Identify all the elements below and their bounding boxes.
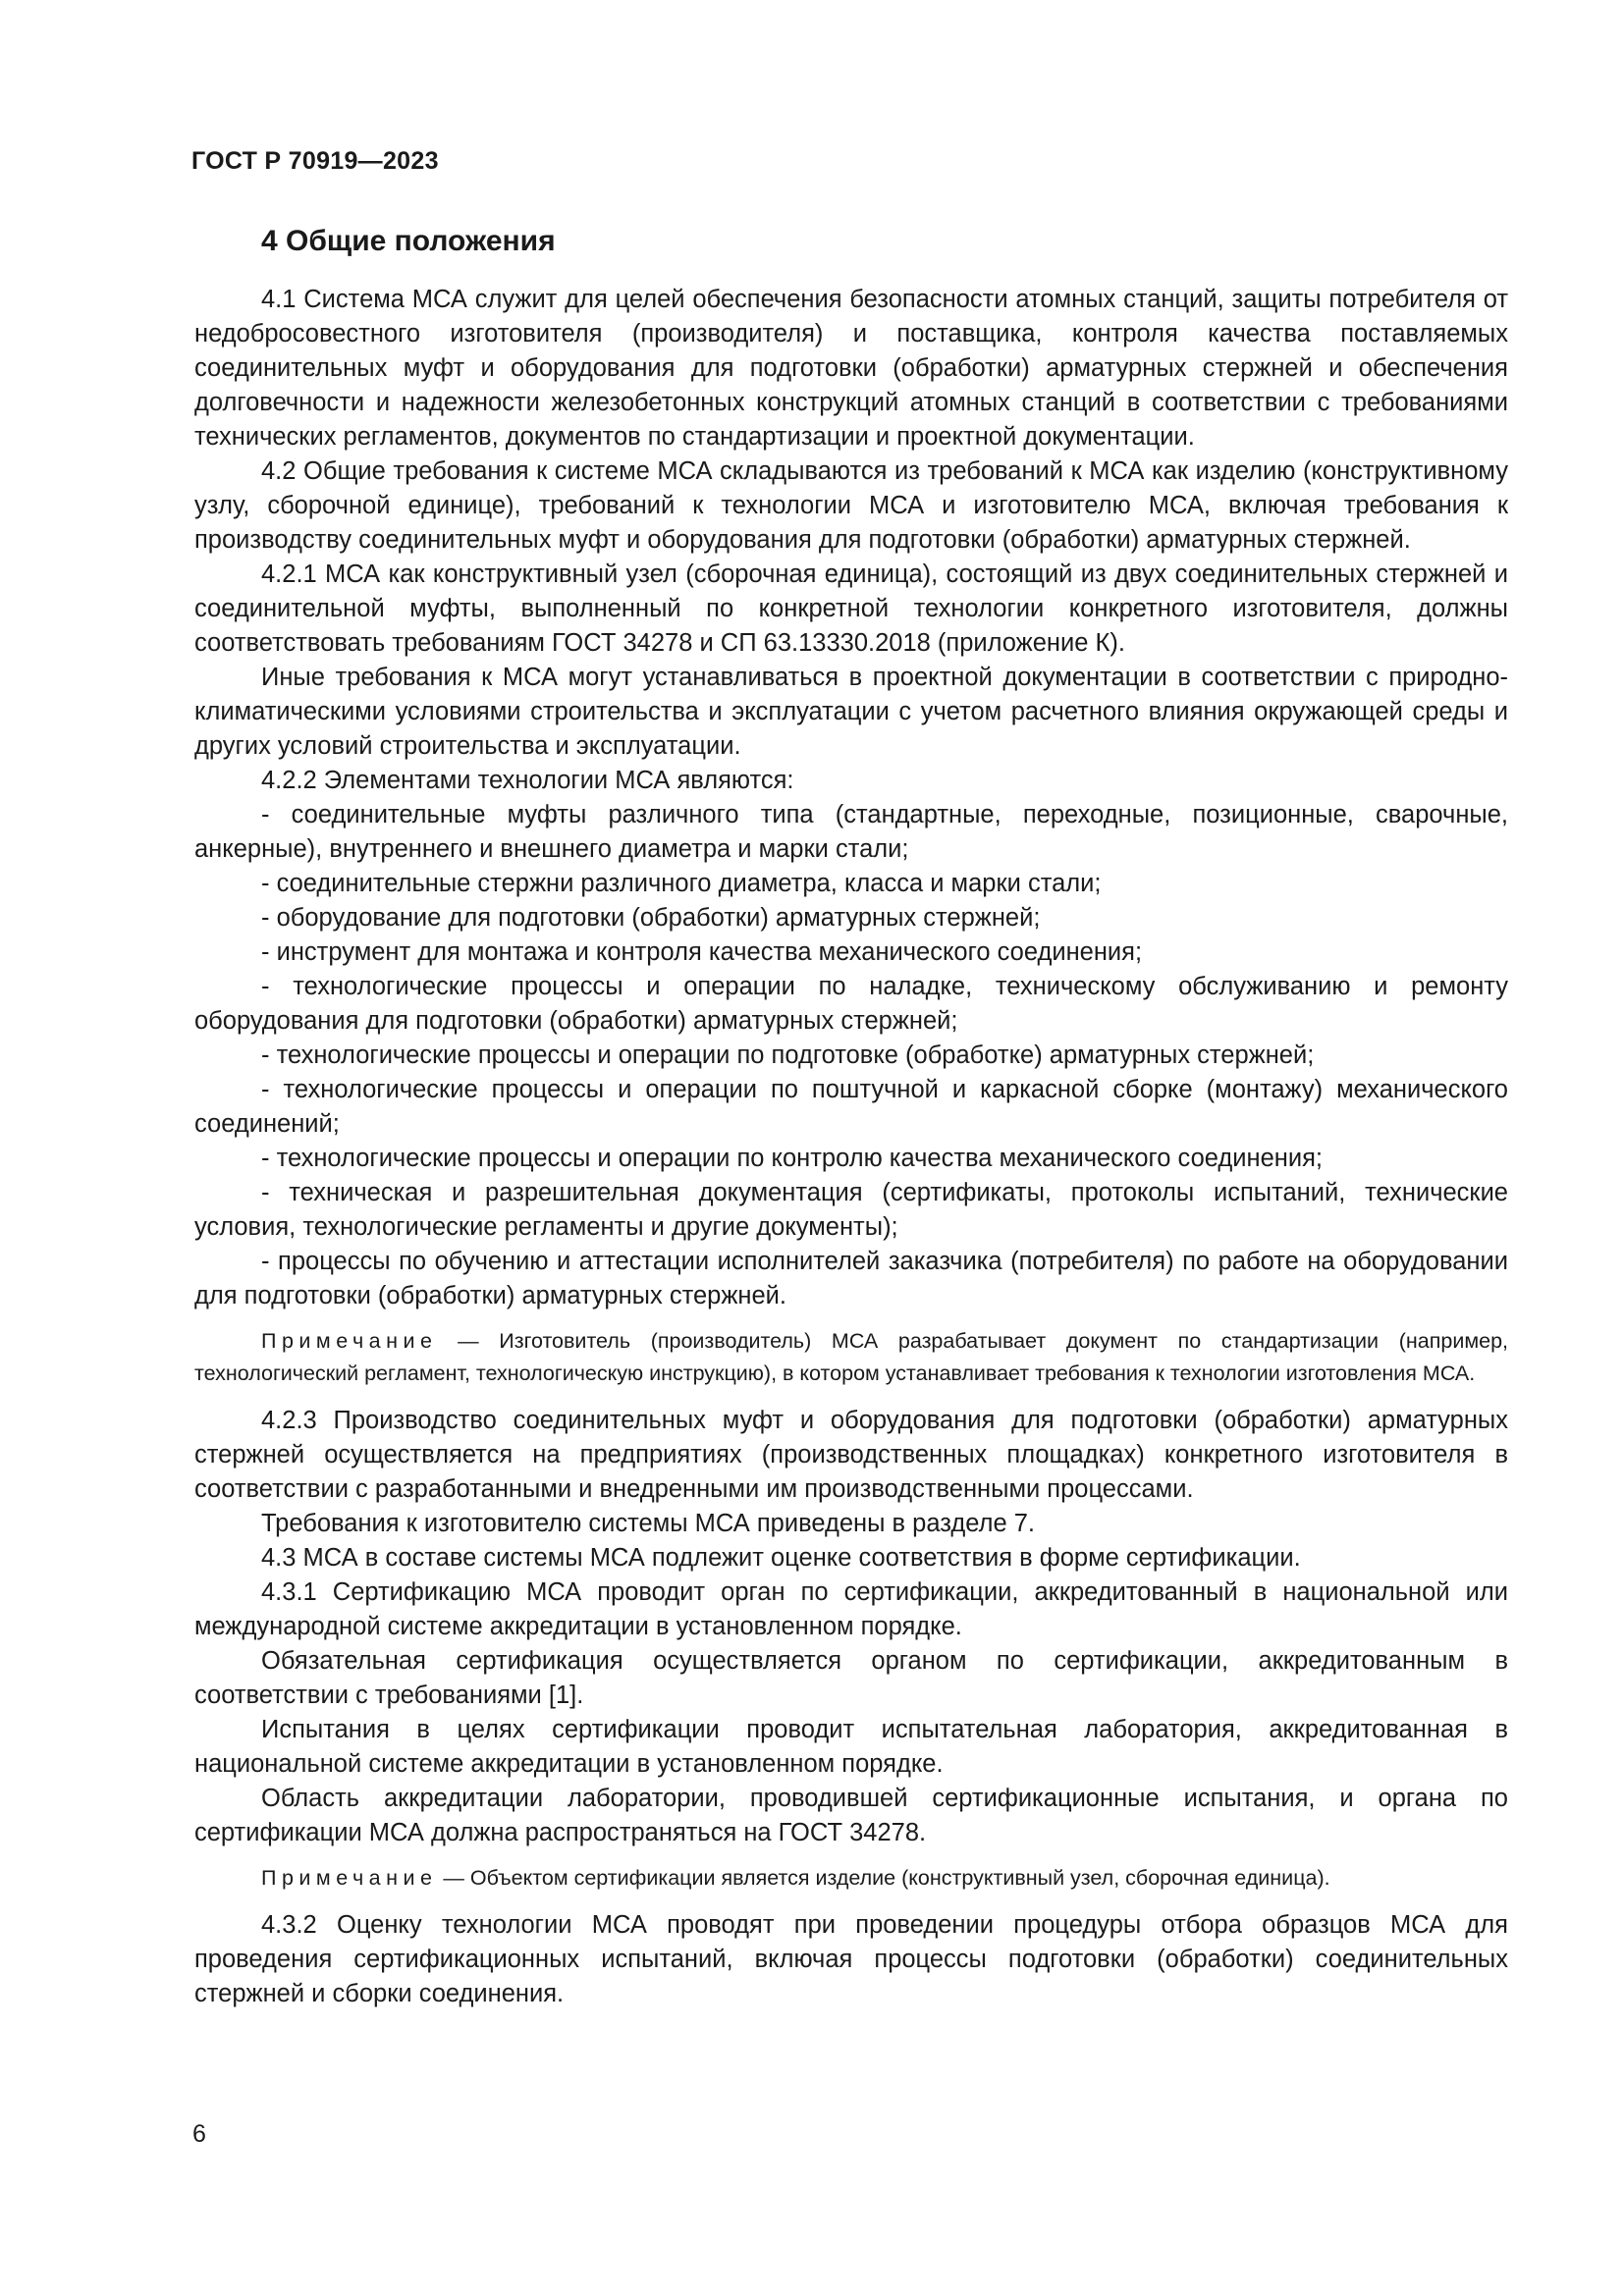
section-heading: 4 Общие положения <box>261 225 556 257</box>
list-item: - оборудование для подготовки (обработки) арматурных стержней; <box>261 904 1041 932</box>
paragraph: Иные требования к МСА могут устанавливаться в проектной документации в соответствии с природно-климатическими условиями строительства и эксплуатации с учетом расчетного влияния окружающей среды и других условий строительства и эксплуатации. <box>194 664 1508 760</box>
paragraph: 4.2.3 Производство соединительных муфт и оборудования для подготовки (обработки) арматурных стержней осуществляется на предприятиях (производственных площадках) конкретного изготовителя в соответствии с разработанными и внедренными им производственными процессами. <box>194 1407 1508 1503</box>
note <box>194 1862 1508 1895</box>
paragraph: Требования к изготовителю системы МСА приведены в разделе 7. <box>261 1510 1035 1537</box>
paragraph: Область аккредитации лаборатории, проводившей сертификационные испытания, и органа по сертификации МСА должна распространяться на ГОСТ 34278. <box>194 1785 1508 1846</box>
paragraph: 4.2 Общие требования к системе МСА складываются из требований к МСА как изделию (конструктивному узлу, сборочной единице), требований к технологии МСА и изготовителю МСА, включая требования к производству соединительных муфт и оборудования для подготовки (обработки) арматурных стержней. <box>194 457 1508 554</box>
page-number: 6 <box>192 2120 206 2148</box>
paragraph: 4.2.1 МСА как конструктивный узел (сборочная единица), состоящий из двух соединительных стержней и соединительной муфты, выполненный по конкретной технологии конкретного изготовителя, должны соответствовать требованиям ГОСТ 34278 и СП 63.13330.2018 (приложение К). <box>194 561 1508 657</box>
list-item: - инструмент для монтажа и контроля качества механического соединения; <box>261 938 1143 966</box>
paragraph: 4.1 Система МСА служит для целей обеспечения безопасности атомных станций, защиты потребителя от недобросовестного изготовителя (производителя) и поставщика, контроля качества поставляемых соединительных муфт и оборудования для подготовки (обработки) арматурных стержней и обеспечения долговечности и надежности железобетонных конструкций атомных станций в соответствии с требованиями технических регламентов, документов по стандартизации и проектной документации. <box>194 286 1508 451</box>
list-item: - процессы по обучению и аттестации исполнителей заказчика (потребителя) по работе на оборудовании для подготовки (обработки) арматурных стержней. <box>194 1248 1508 1309</box>
paragraph: 4.2.2 Элементами технологии МСА являются: <box>261 767 794 794</box>
list-item: - технологические процессы и операции по контролю качества механического соединения; <box>261 1145 1323 1172</box>
paragraph: 4.3 МСА в составе системы МСА подлежит оценке соответствия в форме сертификации. <box>261 1544 1301 1572</box>
page-content <box>194 224 1508 2011</box>
note <box>194 1325 1508 1390</box>
note-text: — Объектом сертификации является изделие (конструктивный узел, сборочная единица). <box>437 1866 1330 1890</box>
document-code: ГОСТ Р 70919—2023 <box>191 147 439 175</box>
note-text: — Изготовитель (производитель) МСА разрабатывает документ по стандартизации (например, технологический регламент, технологическую инструкцию), в котором устанавливает требования к технологии изготовления МСА. <box>194 1329 1508 1385</box>
list-item: - технологические процессы и операции по наладке, техническому обслуживанию и ремонту оборудования для подготовки (обработки) арматурных стержней; <box>194 973 1508 1035</box>
list-item: - техническая и разрешительная документация (сертификаты, протоколы испытаний, технические условия, технологические регламенты и другие документы); <box>194 1179 1508 1241</box>
note-label: Примечание <box>261 1866 438 1890</box>
paragraph: 4.3.1 Сертификацию МСА проводит орган по сертификации, аккредитованный в национальной или международной системе аккредитации в установленном порядке. <box>194 1578 1508 1640</box>
paragraph: Обязательная сертификация осуществляется органом по сертификации, аккредитованным в соответствии с требованиями [1]. <box>194 1647 1508 1709</box>
paragraph: Испытания в целях сертификации проводит испытательная лаборатория, аккредитованная в национальной системе аккредитации в установленном порядке. <box>194 1716 1508 1778</box>
list-item: - соединительные муфты различного типа (стандартные, переходные, позиционные, сварочные, анкерные), внутреннего и внешнего диаметра и марки стали; <box>194 801 1508 863</box>
paragraph: 4.3.2 Оценку технологии МСА проводят при проведении процедуры отбора образцов МСА для проведения сертификационных испытаний, включая процессы подготовки (обработки) соединительных стержней и сборки соединения. <box>194 1911 1508 2007</box>
list-item: - технологические процессы и операции по поштучной и каркасной сборке (монтажу) механического соединений; <box>194 1076 1508 1138</box>
note-label: Примечание <box>261 1329 438 1353</box>
list-item: - соединительные стержни различного диаметра, класса и марки стали; <box>261 870 1102 897</box>
list-item: - технологические процессы и операции по подготовке (обработке) арматурных стержней; <box>261 1041 1315 1069</box>
